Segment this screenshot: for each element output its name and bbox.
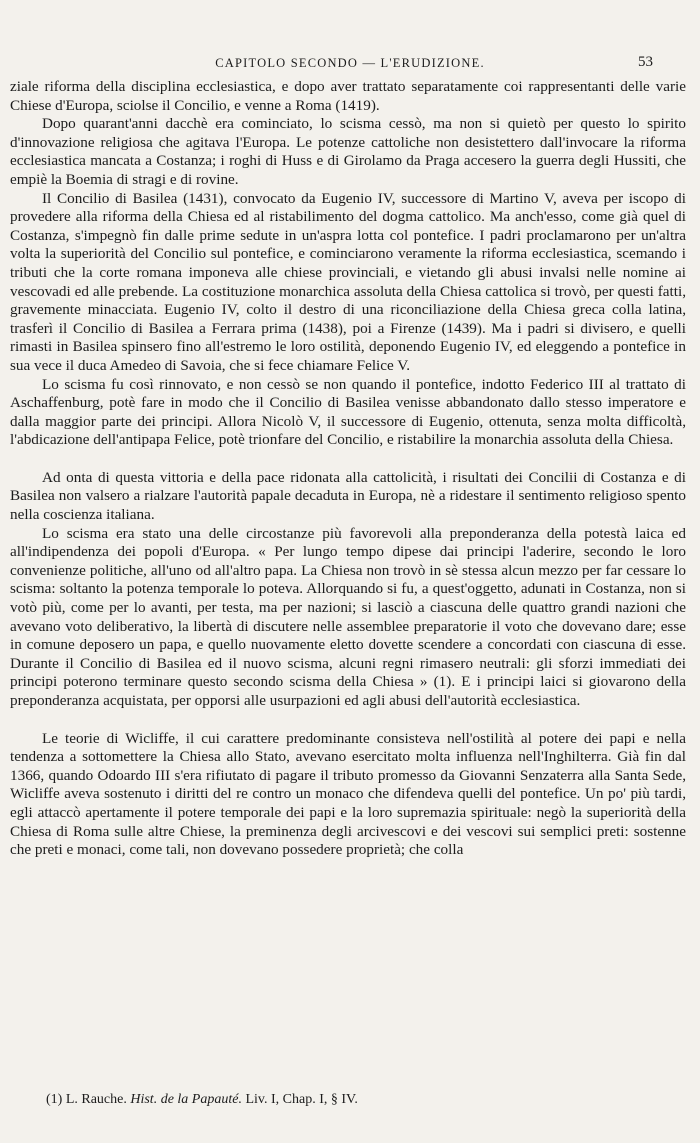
page-number: 53 <box>638 54 653 70</box>
body-text <box>10 78 686 860</box>
footnote-ref: Liv. I, Chap. I, § IV. <box>245 1092 358 1107</box>
running-head: CAPITOLO SECONDO — L'ERUDIZIONE. <box>215 56 485 70</box>
footnote <box>46 1092 666 1108</box>
paragraph: Ad onta di questa vittoria e della pace ridonata alla cattolicità, i risultati dei Concilii di Costanza e di Basilea non valsero a rialzare l'autorità papale decaduta in Europa, nè a ridestare il sentimento religioso spento nella coscienza italiana. <box>10 468 686 524</box>
paragraph: Dopo quarant'anni dacchè era cominciato, lo scisma cessò, ma non si quietò per questo lo spirito d'innovazione religiosa che agitava l'Europa. Le potenze cattoliche non desistettero dall'invocare la riforma ecclesiastica mancata a Costanza; i roghi di Huss e di Girolamo da Praga accesero la guerra degli Hussiti, che empiè la Boemia di stragi e di rovine. <box>10 115 686 188</box>
page-header <box>0 56 700 76</box>
footnote-title: Hist. de la Papauté. <box>130 1092 242 1107</box>
paragraph: Le teorie di Wicliffe, il cui carattere predominante consisteva nell'ostilità al potere dei papi e nella tendenza a sottomettere la Chiesa allo Stato, avevano esercitato molta influenza nell'Inghilterra. Già fin dal 1366, quando Odoardo III s'era rifiutato di pagare il tributo promesso da Giovanni Senzaterra alla Santa Sede, Wicliffe aveva sostenuto i diritti del re contro un monaco che difendeva quelli del pontefice. Un po' più tardi, egli attaccò apertamente il potere temporale dei papi e la loro supremazia spirituale: negò la superiorità della Chiesa di Roma sulle altre Chiese, la preminenza degli arcivescovi e dei vescovi sui semplici preti: sostenne che preti e monaci, come tali, non dovevano possedere proprietà; che colla <box>10 729 686 859</box>
paragraph: Il Concilio di Basilea (1431), convocato da Eugenio IV, successore di Martino V, aveva per iscopo di provedere alla riforma della Chiesa ed al ristabilimento del dogma cattolico. Ma anch'esso, come già quel di Costanza, s'impegnò fin dalle prime sedute in un'aspra lotta col pontefice. I padri proclamarono per un'altra volta la superiorità del Concilio sul pontefice, e cominciarono veramente la riforma ecclesiastica, scemando i tributi che la corte romana imponeva alle chiese provinciali, e vietando gli abusi invalsi nelle nomine ai vescovadi ed alle prebende. La costituzione monarchica assoluta della Chiesa cattolica si trovò, per questi fatti, gravemente minacciata. Eugenio IV, colto il destro di una riconciliazione della Chiesa greca colla latina, trasferì il Concilio di Basilea a Ferrara prima (1438), poi a Firenze (1439). Ma i padri si divisero, e quelli rimasti in Basilea spinsero fino all'estremo le loro ostilità, deponendo Eugenio IV, ed eleggendo a pontefice in sua vece il duca Amedeo di Savoia, che si fece chiamare Felice V. <box>10 189 686 374</box>
footnote-marker: (1) <box>46 1092 63 1107</box>
paragraph: Lo scisma era stato una delle circostanze più favorevoli alla preponderanza della potestà laica ed all'indipendenza dei popoli d'Europa. « Per lungo tempo dipese dai principi l'aderire, secondo le loro convenienze politiche, all'uno od all'altro papa. La Chiesa non trovò in sè stessa alcun mezzo per far cessare lo scisma: soltanto la potenza temporale lo poteva. Allorquando si fu, a quest'oggetto, adunati in Costanza, non si votò più, come per lo avanti, per testa, ma per nazioni; si lasciò a ciascuna delle quattro grandi nazioni che avevano voto deliberativo, la libertà di discutere nelle assemblee preparatorie il voto che dovevano dare; esse in comune deposero un papa, e quello nuovamente eletto dovette scendere a concordati con ciascuna di esse. Durante il Concilio di Basilea ed il nuovo scisma, alcuni regni rimasero neutrali: gli sforzi immediati dei principi poterono terminare questo secondo scisma della Chiesa » (1). E i principi laici si giovarono della preponderanza acquistata, per opporsi alle usurpazioni ed agli abusi dell'autorità ecclesiastica. <box>10 524 686 709</box>
footnote-author: L. Rauche. <box>65 1092 127 1107</box>
paragraph: Lo scisma fu così rinnovato, e non cessò se non quando il pontefice, indotto Federico III al trattato di Aschaffenburg, potè fare in modo che il Concilio di Basilea venisse abbandonato dallo stesso imperatore e dalla maggior parte dei principi. Allora Nicolò V, il successore di Eugenio, ottenuta, senza molta difficoltà, l'abdicazione dell'antipapa Felice, potè trionfare del Concilio, e ristabilire la monarchia assoluta della Chiesa. <box>10 375 686 449</box>
section-gap <box>10 450 686 469</box>
section-gap <box>10 711 686 730</box>
paragraph-continued: ziale riforma della disciplina ecclesiastica, e dopo aver trattato separatamente coi rappresentanti delle varie Chiese d'Europa, sciolse il Concilio, e venne a Roma (1419). <box>10 78 686 114</box>
